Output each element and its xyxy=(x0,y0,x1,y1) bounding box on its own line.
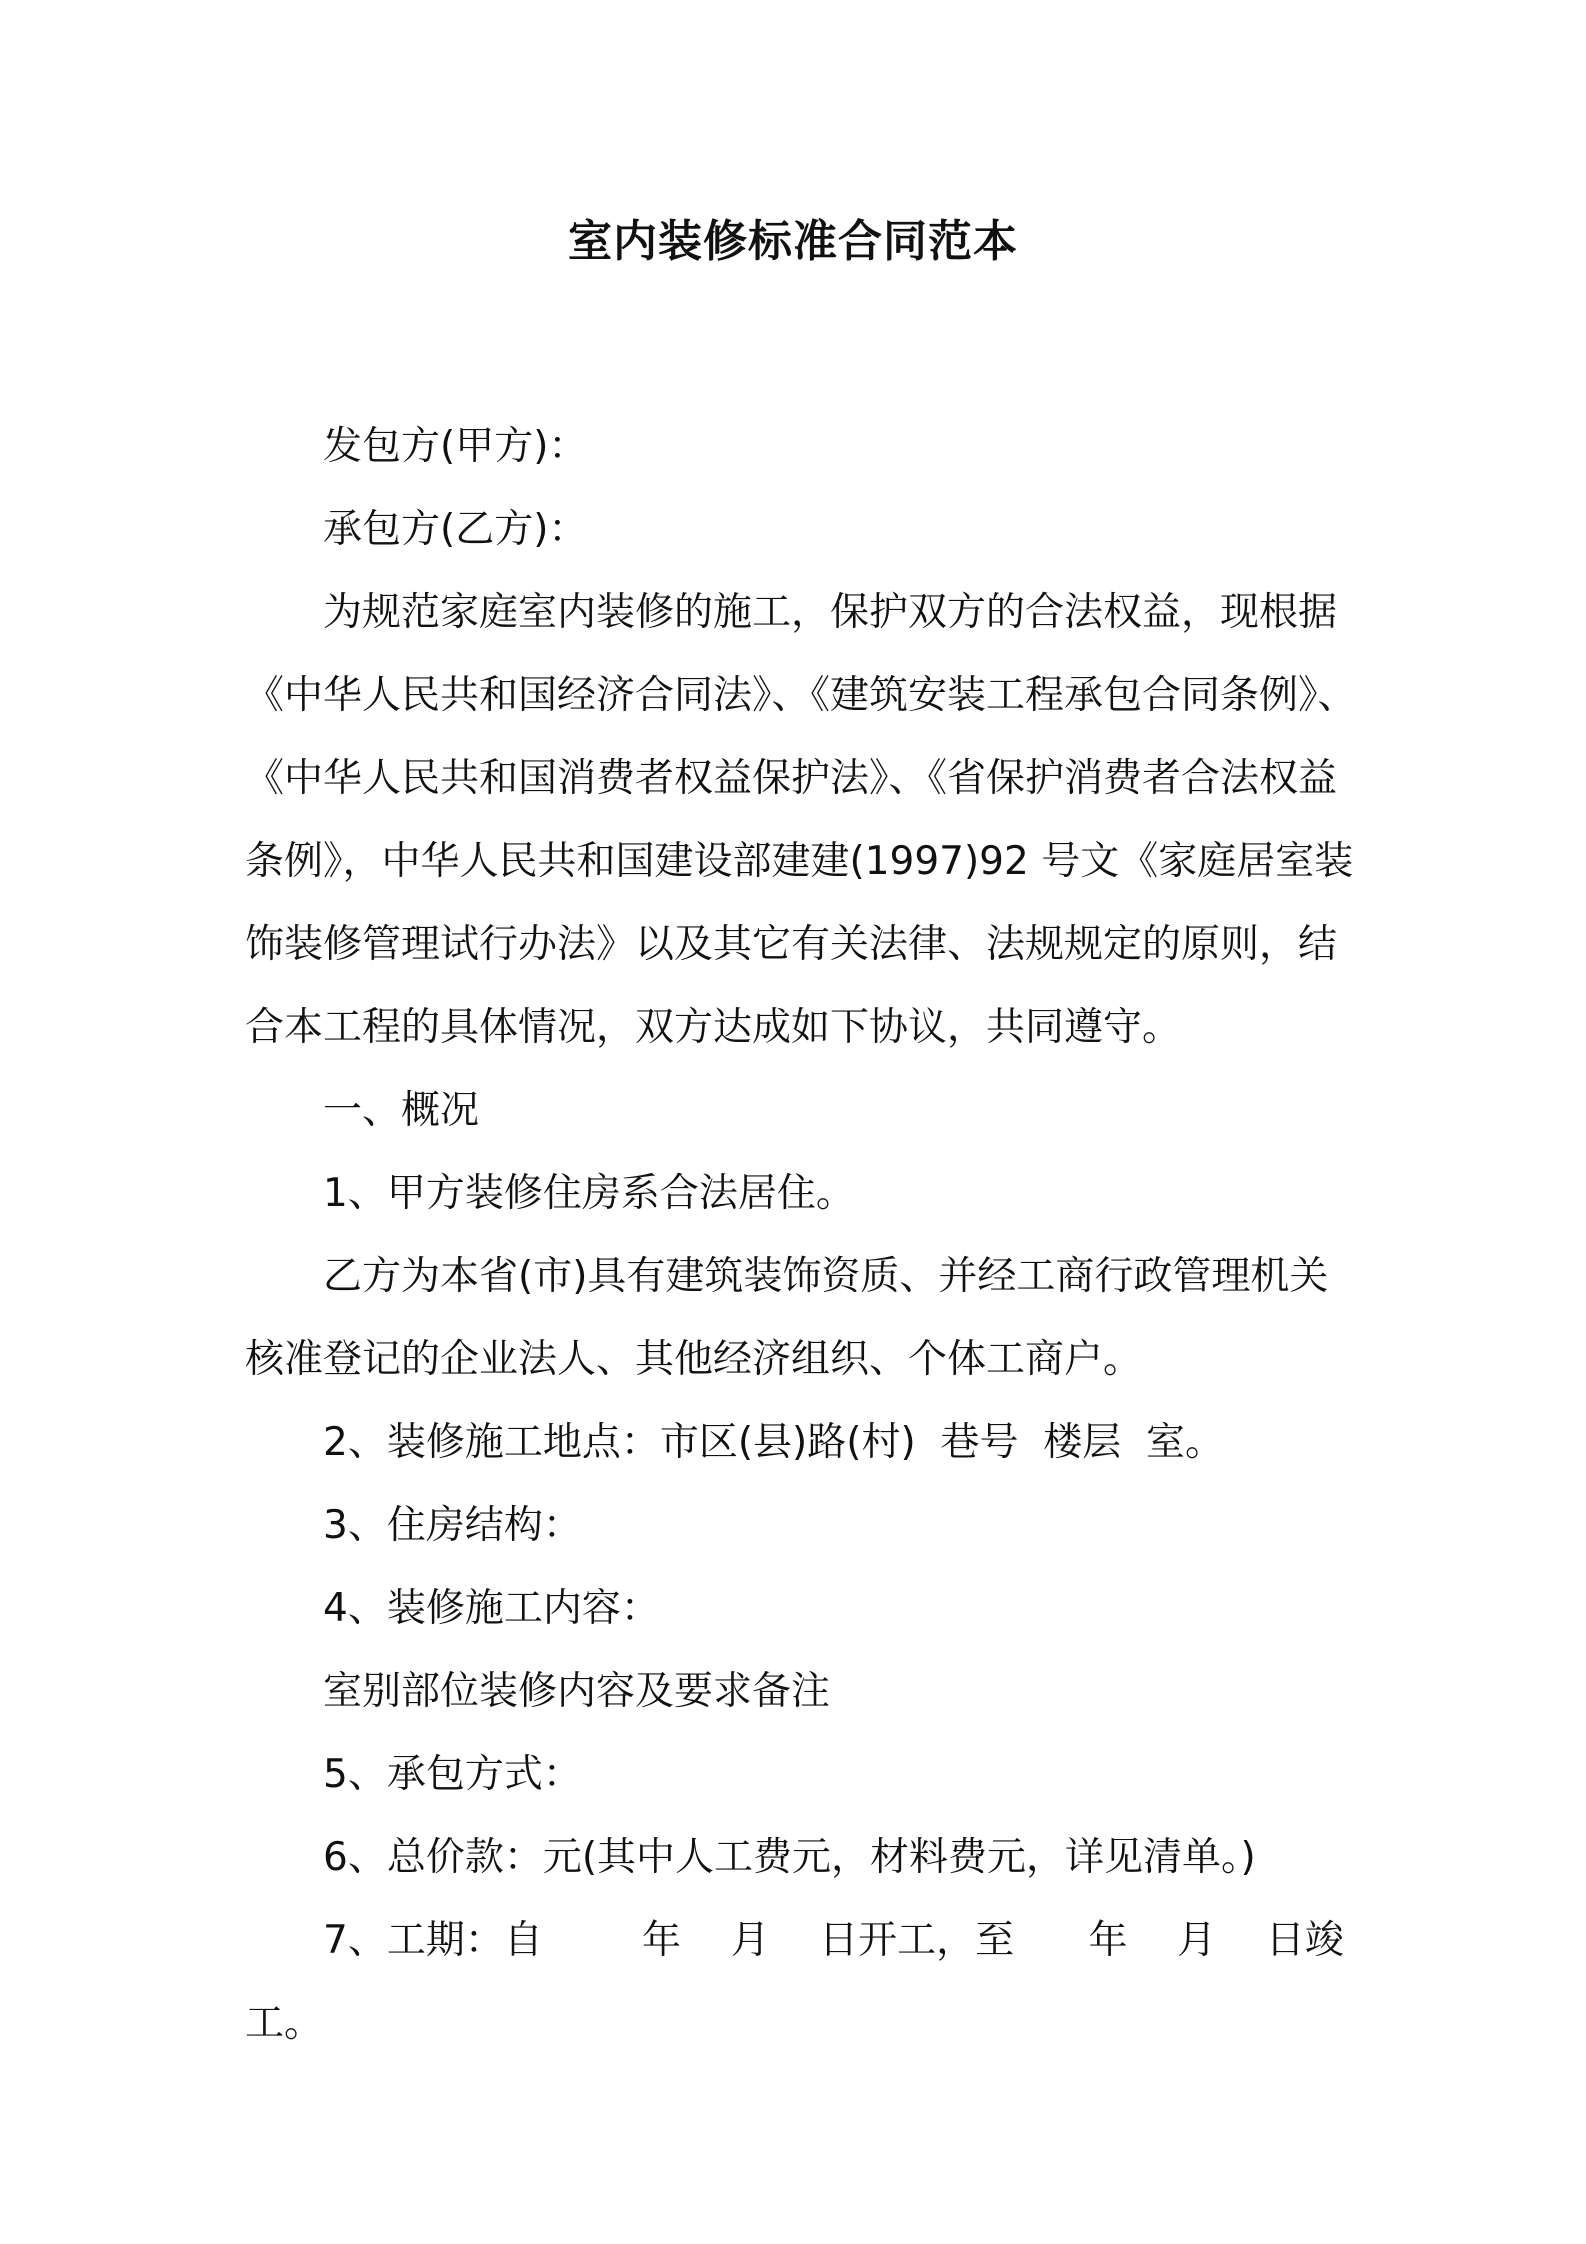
section-heading-overview: 一、概况 xyxy=(323,1088,480,1133)
clause-3-structure: 3、住房结构： xyxy=(323,1503,582,1548)
content-table-header: 室别部位装修内容及要求备注 xyxy=(323,1669,831,1714)
clause-5-contract-method: 5、承包方式： xyxy=(323,1752,582,1797)
clause-7-duration: 7、工期：自 年 月 日开工，至 年 月 日竣工。 xyxy=(245,1918,1344,2046)
clause-4-content: 4、装修施工内容： xyxy=(323,1586,660,1631)
clause-2-location: 2、装修施工地点：市区(县)路(村) 巷号 楼层 室。 xyxy=(323,1420,1225,1465)
party-b-line: 承包方(乙方)： xyxy=(323,507,588,552)
document-title: 室内装修标准合同范本 xyxy=(568,216,1018,267)
party-a-line: 发包方(甲方)： xyxy=(323,424,588,469)
preamble-paragraph: 为规范家庭室内装修的施工，保护双方的合法权益，现根据《中华人民共和国经济合同法》、《建筑安装工程承包合同条例》、《中华人民共和国消费者权益保护法》、《省保护消费者合法权益条例》，中华人民共和国建设部建建(1997)92 号文《家庭居室装饰装修管理试行办法》以及其它有关法律、法规规定的原则，结合本工程的具体情况，双方达成如下协议，共同遵守。 xyxy=(245,590,1357,1050)
document-body xyxy=(245,405,1365,2065)
clause-1: 1、甲方装修住房系合法居住。 xyxy=(323,1171,855,1216)
clause-1-continuation: 乙方为本省(市)具有建筑装饰资质、并经工商行政管理机关核准登记的企业法人、其他经济组织、个体工商户。 xyxy=(245,1254,1329,1382)
clause-6-total-price: 6、总价款：元(其中人工费元，材料费元，详见清单。) xyxy=(323,1835,1256,1880)
